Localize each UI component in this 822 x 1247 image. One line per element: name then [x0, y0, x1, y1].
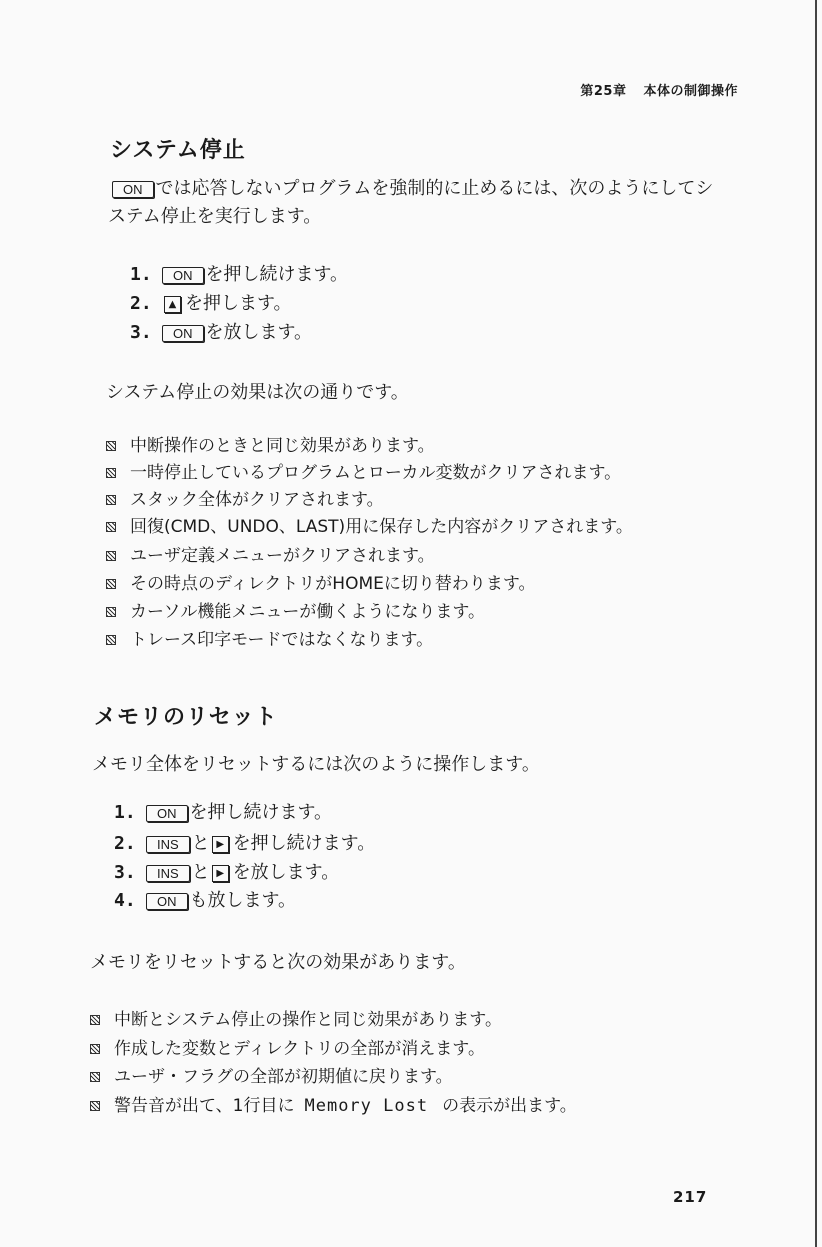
step-item — [114, 888, 296, 914]
step-item — [114, 800, 332, 826]
intro-text-line2: ステム停止を実行します。 — [108, 206, 322, 227]
step-number: 4. — [114, 890, 136, 911]
effects-intro: システム停止の効果は次の通りです。 — [106, 382, 409, 403]
chapter-title: 本体の制御操作 — [643, 84, 738, 99]
on-key: ON — [162, 267, 204, 284]
step-number: 2. — [130, 293, 152, 314]
bullet-icon — [90, 1072, 100, 1082]
step-text: を押し続けます。 — [232, 833, 376, 854]
chapter-number: 第25章 — [580, 84, 627, 99]
step-text: を放します。 — [232, 862, 340, 883]
on-key: ON — [146, 805, 188, 822]
on-key: ON — [146, 893, 188, 910]
running-header — [580, 80, 738, 99]
join-text: と — [191, 862, 210, 883]
up-arrow-key-icon: ▲ — [164, 296, 181, 313]
list-item: 警告音が出て、1行目に Memory Lost の表示が出ます。 — [90, 1094, 577, 1118]
bullet-icon — [90, 1101, 100, 1111]
list-item: ユーザ定義メニューがクリアされます。 — [106, 544, 435, 568]
step-text: を押し続けます。 — [205, 264, 349, 285]
step-text: を押し続けます。 — [189, 802, 333, 823]
step-item — [114, 860, 339, 886]
join-text: と — [191, 833, 210, 854]
step-number: 3. — [114, 862, 136, 883]
section-heading-memory-reset: メモリのリセット — [94, 705, 278, 730]
list-item: 中断とシステム停止の操作と同じ効果があります。 — [90, 1008, 502, 1032]
bullet-icon — [106, 468, 116, 478]
list-item: 回復(CMD、UNDO、LAST)用に保存した内容がクリアされます。 — [106, 515, 633, 539]
step-item — [130, 262, 348, 288]
on-key: ON — [112, 181, 154, 198]
right-arrow-key-icon: ▶ — [212, 865, 229, 882]
step-number: 3. — [130, 322, 152, 343]
list-item: 中断操作のときと同じ効果があります。 — [106, 434, 435, 458]
memory-effects-intro: メモリをリセットすると次の効果があります。 — [90, 952, 466, 973]
list-item: トレース印字モードではなくなります。 — [106, 628, 433, 652]
page-edge-line — [815, 0, 817, 1247]
step-text: も放します。 — [189, 890, 297, 911]
list-item: 作成した変数とディレクトリの全部が消えます。 — [90, 1037, 485, 1061]
lcd-display-text: Memory Lost — [304, 1096, 429, 1116]
bullet-icon — [90, 1044, 100, 1054]
right-arrow-key-icon: ▶ — [212, 836, 229, 853]
page-number: 217 — [673, 1188, 708, 1206]
bullet-icon — [106, 495, 116, 505]
intro-text-line1: では応答しないプログラムを強制的に止めるには、次のようにしてシ — [155, 178, 714, 199]
step-number: 1. — [114, 802, 136, 823]
step-item — [130, 320, 312, 346]
bullet-icon — [106, 441, 116, 451]
bullet-icon — [106, 579, 116, 589]
ins-key: INS — [146, 836, 190, 853]
step-text: を放します。 — [205, 322, 313, 343]
step-number: 1. — [130, 264, 152, 285]
bullet-icon — [90, 1015, 100, 1025]
section-heading-system-halt: システム停止 — [110, 138, 246, 163]
list-item: カーソル機能メニューが働くようになります。 — [106, 600, 485, 624]
list-item: 一時停止しているプログラムとローカル変数がクリアされます。 — [106, 461, 621, 485]
bullet-icon — [106, 522, 116, 532]
step-item — [114, 831, 375, 857]
step-text: を押します。 — [185, 293, 292, 314]
list-item: その時点のディレクトリがHOMEに切り替わります。 — [106, 572, 536, 596]
step-number: 2. — [114, 833, 136, 854]
list-item: ユーザ・フラグの全部が初期値に戻ります。 — [90, 1065, 453, 1089]
memory-intro: メモリ全体をリセットするには次のように操作します。 — [92, 754, 540, 775]
bullet-icon — [106, 551, 116, 561]
ins-key: INS — [146, 865, 190, 882]
intro-paragraph-line1 — [112, 176, 713, 202]
bullet-icon — [106, 635, 116, 645]
list-item: スタック全体がクリアされます。 — [106, 488, 384, 512]
bullet-icon — [106, 607, 116, 617]
step-item — [130, 291, 292, 317]
on-key: ON — [162, 325, 204, 342]
